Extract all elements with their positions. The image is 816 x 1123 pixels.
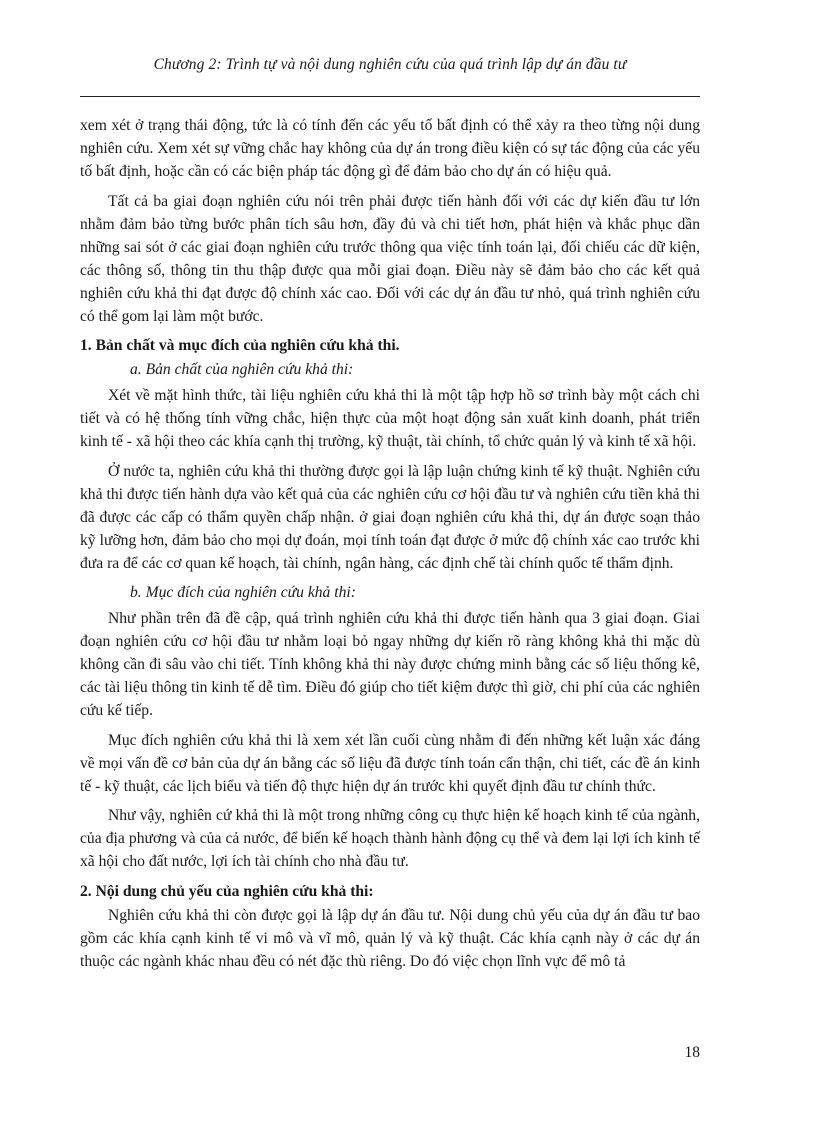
paragraph: xem xét ở trạng thái động, tức là có tính đến các yếu tố bất định có thể xảy ra theo từng nội dung nghiên cứu. Xem xét sự vững chắc hay không của dự án trong điều kiện có sự tác động của các yếu tố bất định, hoặc cần có các biện pháp tác động gì để đảm bảo cho dự án có hiệu quả.: [80, 117, 700, 180]
page-number: 18: [684, 1044, 700, 1061]
paragraph: Nghiên cứu khả thi còn được gọi là lập dự án đầu tư. Nội dung chủ yếu của dự án đầu tư bao gồm các khía cạnh kinh tế vi mô và vĩ mô, quản lý và kỹ thuật. Các khía cạnh này ở các dự án thuộc các ngành khác nhau đều có nét đặc thù riêng. Do đó việc chọn lĩnh vực để mô tả: [80, 906, 700, 970]
paragraph: Như vậy, nghiên cứ khả thi là một trong những công cụ thực hiện kế hoạch kinh tế của ngành, của địa phương và của cả nước, để biến kế hoạch thành hành động cụ thể và đem lại lợi ích kinh tế xã hội cho đất nước, lợi ích tài chính cho nhà đầu tư.: [80, 807, 700, 870]
paragraph: Tất cả ba giai đoạn nghiên cứu nói trên phải được tiến hành đối với các dự kiến đầu tư lớn nhằm đảm bảo từng bước phân tích sâu hơn, đầy đủ và chi tiết hơn, phát hiện và khắc phục dần những sai sót ở các giai đoạn nghiên cứu trước thông qua việc tính toán lại, đối chiếu các dữ kiện, các thông số, thông tin thu thập được qua mỗi giai đoạn. Điều này sẽ đảm bảo cho các kết quả nghiên cứu khả thi đạt được độ chính xác cao. Đối với các dự án đầu tư nhỏ, quá trình nghiên cứu có thể gom lại làm một bước.: [80, 192, 700, 325]
paragraph: Xét về mặt hình thức, tài liệu nghiên cứu khả thi là một tập hợp hồ sơ trình bày một cách chi tiết và có hệ thống tính vững chắc, hiện thực của một hoạt động sản xuất kinh doanh, phát triển kinh tế - xã hội theo các khía cạnh thị trường, kỹ thuật, tài chính, tổ chức quản lý và kinh tế xã hội.: [80, 387, 700, 450]
paragraph: Mục đích nghiên cứu khả thi là xem xét lần cuối cùng nhằm đi đến những kết luận xác đáng về mọi vấn đề cơ bản của dự án bằng các số liệu đã được tính toán cẩn thận, chi tiết, các đề án kinh tế - kỹ thuật, các lịch biểu và tiến độ thực hiện dự án trước khi quyết định đầu tư chính thức.: [80, 731, 700, 795]
section-heading-1: 1. Bản chất và mục đích của nghiên cứu khả thi.: [80, 337, 400, 354]
page-header: Chương 2: Trình tự và nội dung nghiên cứu của quá trình lập dự án đầu tư: [153, 56, 627, 73]
subsection-heading-a: a. Bản chất của nghiên cứu khả thi:: [130, 361, 354, 378]
document-body: [80, 114, 700, 979]
header-rule: [80, 96, 700, 97]
paragraph: Ở nước ta, nghiên cứu khả thi thường được gọi là lập luận chứng kinh tế kỹ thuật. Nghiên cứu khả thi được tiến hành dựa vào kết quả của các nghiên cứu cơ hội đầu tư và nghiên cứu tiền khả thi đã được các cấp có thẩm quyền chấp nhận. ở giai đoạn nghiên cứu khả thi, dự án được soạn thảo kỹ lưỡng hơn, đảm bảo cho mọi dự đoán, mọi tính toán đạt được ở mức độ chính xác cao trước khi đưa ra để các cơ quan kế hoạch, tài chính, ngân hàng, các định chế tài chính quốc tế thẩm định.: [80, 462, 700, 572]
section-heading-2: 2. Nội dung chủ yếu của nghiên cứu khả thi:: [80, 882, 374, 900]
paragraph: Như phần trên đã đề cập, quá trình nghiên cứu khả thi được tiến hành qua 3 giai đoạn. Giai đoạn nghiên cứu cơ hội đầu tư nhằm loại bỏ ngay những dự kiến rõ ràng không khả thi mặc dù không cần đi sâu vào chi tiết. Tính không khả thi này được chứng minh bằng các số liệu thống kê, các tài liệu thông tin kinh tế dễ tìm. Điều đó giúp cho tiết kiệm được thì giờ, chi phí của các nghiên cứu kế tiếp.: [80, 610, 700, 719]
subsection-heading-b: b. Mục đích của nghiên cứu khả thi:: [130, 584, 356, 601]
